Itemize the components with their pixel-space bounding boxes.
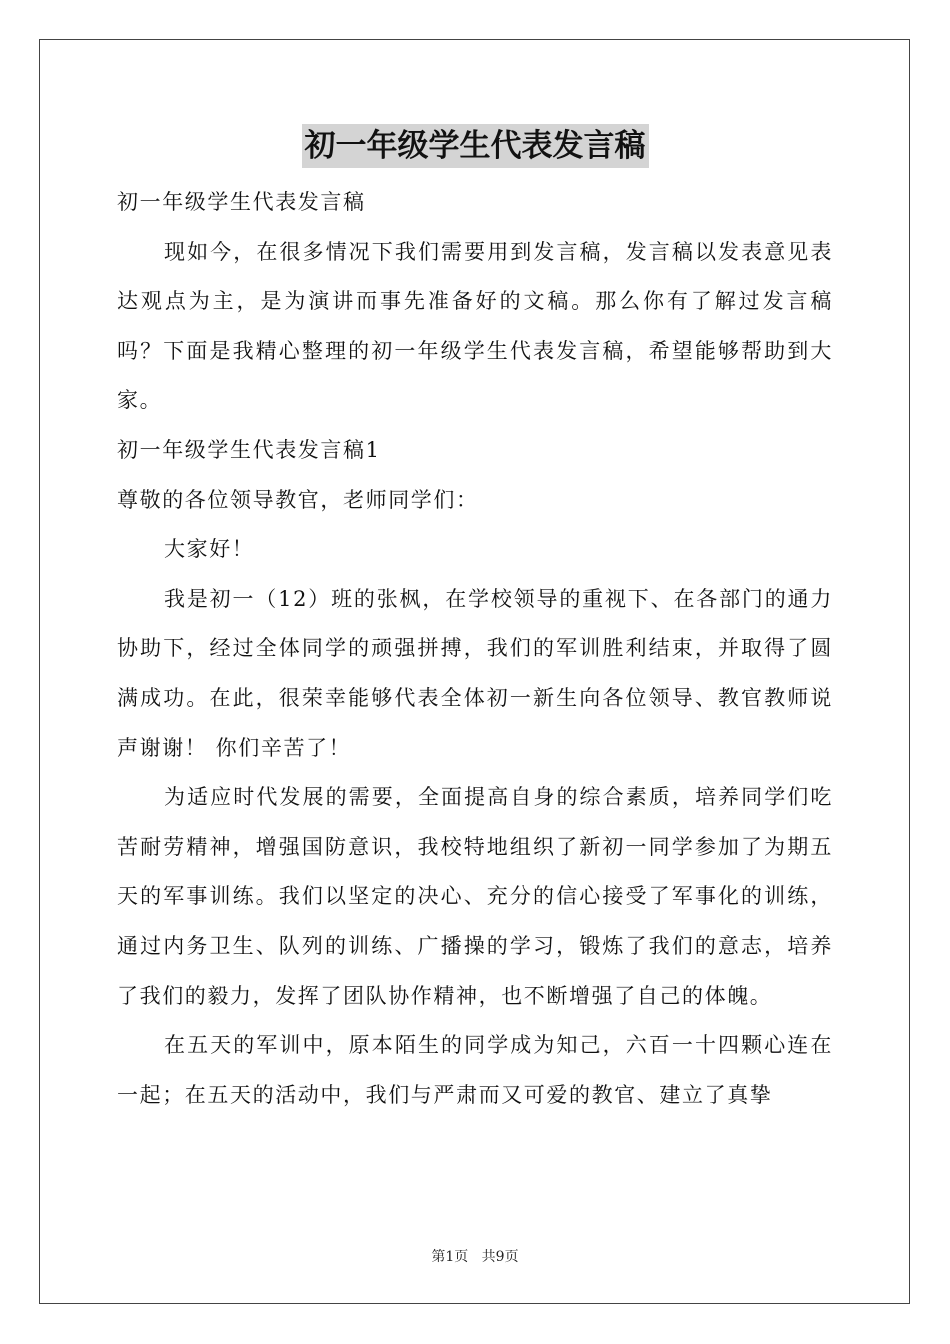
- document-title: 初一年级学生代表发言稿: [302, 124, 649, 168]
- paragraph-body-2: 为适应时代发展的需要，全面提高自身的综合素质，培养同学们吃苦耐劳精神，增强国防意识，我校特地组织了新初一同学参加了为期五天的军事训练。我们以坚定的决心、充分的信心接受了军事化的训练，通过内务卫生、队列的训练、广播操的学习，锻炼了我们的意志，培养了我们的毅力，发挥了团队协作精神，也不断增强了自己的体魄。: [117, 785, 833, 1008]
- paragraph-body-3: 在五天的军训中，原本陌生的同学成为知己，六百一十四颗心连在一起；在五天的活动中，我们与严肃而又可爱的教官、建立了真挚: [117, 1033, 833, 1107]
- page-number: 第1页: [431, 1249, 469, 1265]
- paragraph-intro: 现如今，在很多情况下我们需要用到发言稿，发言稿以发表意见表达观点为主，是为演讲而事先准备好的文稿。那么你有了解过发言稿吗？下面是我精心整理的初一年级学生代表发言稿，希望能够帮助到大家。: [117, 239, 833, 413]
- paragraph-salutation: 尊敬的各位领导教官，老师同学们：: [117, 487, 479, 512]
- page-total: 共9页: [481, 1249, 519, 1265]
- paragraph-subtitle: 初一年级学生代表发言稿: [117, 190, 366, 214]
- paragraph-greeting: 大家好！: [164, 537, 255, 562]
- document-body: [117, 178, 833, 1120]
- title-wrap: [0, 124, 950, 168]
- paragraph-section-heading: 初一年级学生代表发言稿1: [117, 437, 381, 462]
- page-footer: [0, 1246, 950, 1266]
- paragraph-body-1: 我是初一（12）班的张枫，在学校领导的重视下、在各部门的通力协助下，经过全体同学的顽强拼搏，我们的军训胜利结束，并取得了圆满成功。在此，很荣幸能够代表全体初一新生向各位领导、教官教师说声谢谢！ 你们辛苦了！: [117, 586, 833, 760]
